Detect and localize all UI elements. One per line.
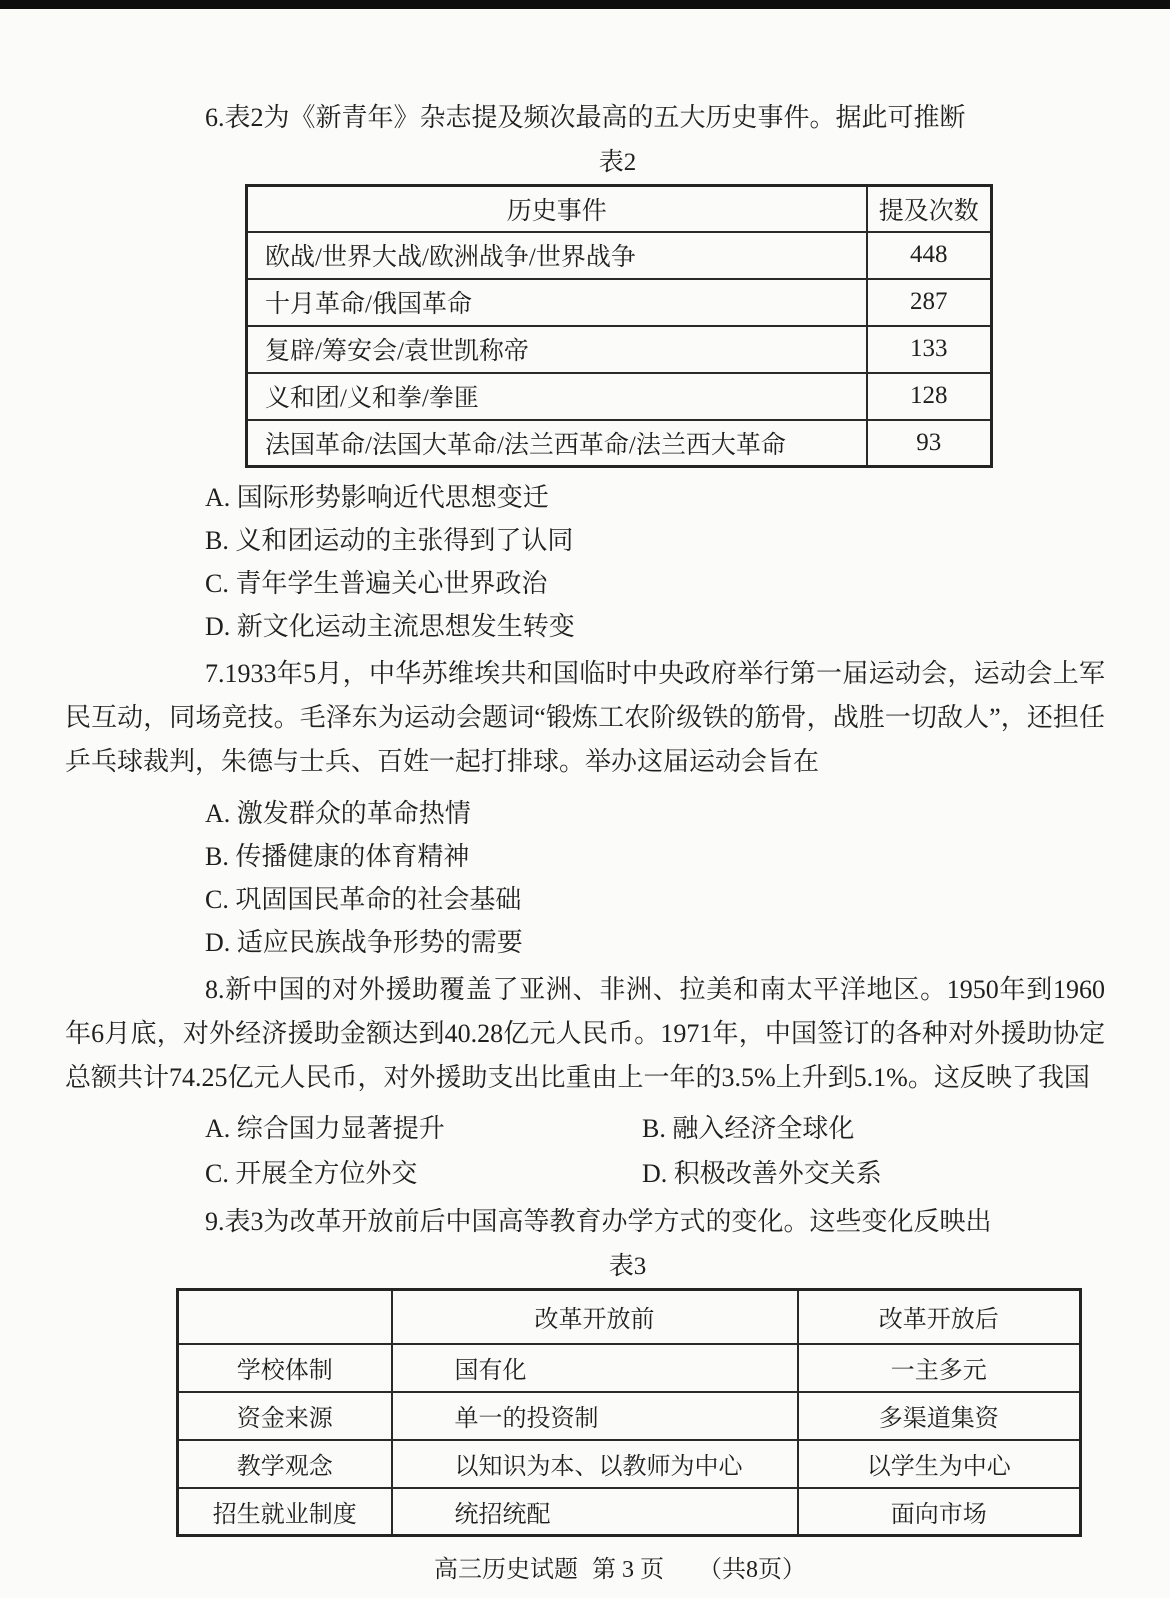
table-row <box>247 326 992 373</box>
table-2-caption: 表2 <box>598 149 637 176</box>
question-8-stem: 8.新中国的对外援助覆盖了亚洲、非洲、拉美和南太平洋地区。1950年到1960年6月底，对外经济援助金额达到40.28亿元人民币。1971年，中国签订的各种对外援助协定总额共计74.25亿元人民币，对外援助支出比重由上一年的3.5%上升到5.1%。这反映了我国 <box>65 975 1105 1092</box>
table-cell-label: 教学观念 <box>178 1440 392 1488</box>
option-b: B. 融入经济全球化 <box>642 1114 855 1143</box>
option-c: C. 青年学生普遍关心世界政治 <box>205 569 548 598</box>
table-cell-after: 以学生为中心 <box>798 1440 1081 1488</box>
question-7-options <box>65 792 1105 964</box>
page-footer <box>65 1555 1105 1585</box>
table-3-header-blank <box>178 1290 392 1344</box>
footer-title: 高三历史试题 <box>434 1557 578 1583</box>
table-3-header-row <box>178 1290 1081 1344</box>
option-c: C. 巩固国民革命的社会基础 <box>205 885 522 914</box>
table-cell-count: 128 <box>867 373 992 420</box>
table-3-block <box>176 1252 1079 1537</box>
table-row <box>247 420 992 467</box>
table-2-header-count: 提及次数 <box>867 186 992 232</box>
option-b: B. 义和团运动的主张得到了认同 <box>205 526 574 555</box>
table-row <box>178 1392 1081 1440</box>
table-cell-event: 复辟/筹安会/袁世凯称帝 <box>247 326 867 373</box>
table-3-header-before: 改革开放前 <box>392 1290 798 1344</box>
option-a: A. 国际形势影响近代思想变迁 <box>205 483 549 512</box>
option-d: D. 适应民族战争形势的需要 <box>205 928 523 957</box>
table-cell-before: 单一的投资制 <box>392 1392 798 1440</box>
table-cell-event: 十月革命/俄国革命 <box>247 279 867 326</box>
question-6 <box>65 96 1105 648</box>
table-row <box>178 1440 1081 1488</box>
table-cell-label: 招生就业制度 <box>178 1488 392 1536</box>
table-2-block <box>245 148 990 468</box>
table-cell-count: 448 <box>867 232 992 279</box>
table-3 <box>176 1288 1082 1537</box>
table-cell-event: 义和团/义和拳/拳匪 <box>247 373 867 420</box>
question-9-stem: 9.表3为改革开放前后中国高等教育办学方式的变化。这些变化反映出 <box>205 1207 992 1236</box>
question-6-options <box>65 476 1105 648</box>
option-a: A. 激发群众的革命热情 <box>205 799 471 828</box>
option-c: C. 开展全方位外交 <box>205 1159 418 1188</box>
table-cell-count: 133 <box>867 326 992 373</box>
table-cell-label: 资金来源 <box>178 1392 392 1440</box>
table-cell-after: 一主多元 <box>798 1344 1081 1392</box>
question-8 <box>65 968 1105 1196</box>
footer-total-pages: （共8页） <box>698 1557 806 1583</box>
table-cell-count: 93 <box>867 420 992 467</box>
question-8-options <box>65 1106 1105 1196</box>
option-b: B. 传播健康的体育精神 <box>205 842 470 871</box>
table-row <box>247 279 992 326</box>
option-d: D. 积极改善外交关系 <box>642 1159 882 1188</box>
table-row <box>178 1344 1081 1392</box>
question-9 <box>65 1200 1105 1537</box>
table-cell-event: 欧战/世界大战/欧洲战争/世界战争 <box>247 232 867 279</box>
table-row <box>247 373 992 420</box>
table-cell-after: 面向市场 <box>798 1488 1081 1536</box>
table-2 <box>245 184 993 468</box>
question-7 <box>65 652 1105 964</box>
question-7-stem: 7.1933年5月，中华苏维埃共和国临时中央政府举行第一届运动会，运动会上军民互动，同场竞技。毛泽东为运动会题词“锻炼工农阶级铁的筋骨，战胜一切敌人”，还担任乒乓球裁判，朱德与士兵、百姓一起打排球。举办这届运动会旨在 <box>65 659 1105 776</box>
table-3-header-after: 改革开放后 <box>798 1290 1081 1344</box>
table-3-caption: 表3 <box>608 1253 647 1280</box>
question-6-stem: 6.表2为《新青年》杂志提及频次最高的五大历史事件。据此可推断 <box>205 103 966 132</box>
table-cell-count: 287 <box>867 279 992 326</box>
footer-page-number: 第 3 页 <box>592 1557 664 1583</box>
table-cell-event: 法国革命/法国大革命/法兰西革命/法兰西大革命 <box>247 420 867 467</box>
table-2-header-event: 历史事件 <box>247 186 867 232</box>
option-a: A. 综合国力显著提升 <box>205 1114 445 1143</box>
table-cell-label: 学校体制 <box>178 1344 392 1392</box>
table-cell-before: 统招统配 <box>392 1488 798 1536</box>
table-cell-before: 以知识为本、以教师为中心 <box>392 1440 798 1488</box>
scan-edge-bar <box>0 0 1170 9</box>
option-d: D. 新文化运动主流思想发生转变 <box>205 612 575 641</box>
table-2-header-row <box>247 186 992 232</box>
table-row <box>178 1488 1081 1536</box>
table-row <box>247 232 992 279</box>
table-cell-before: 国有化 <box>392 1344 798 1392</box>
table-cell-after: 多渠道集资 <box>798 1392 1081 1440</box>
